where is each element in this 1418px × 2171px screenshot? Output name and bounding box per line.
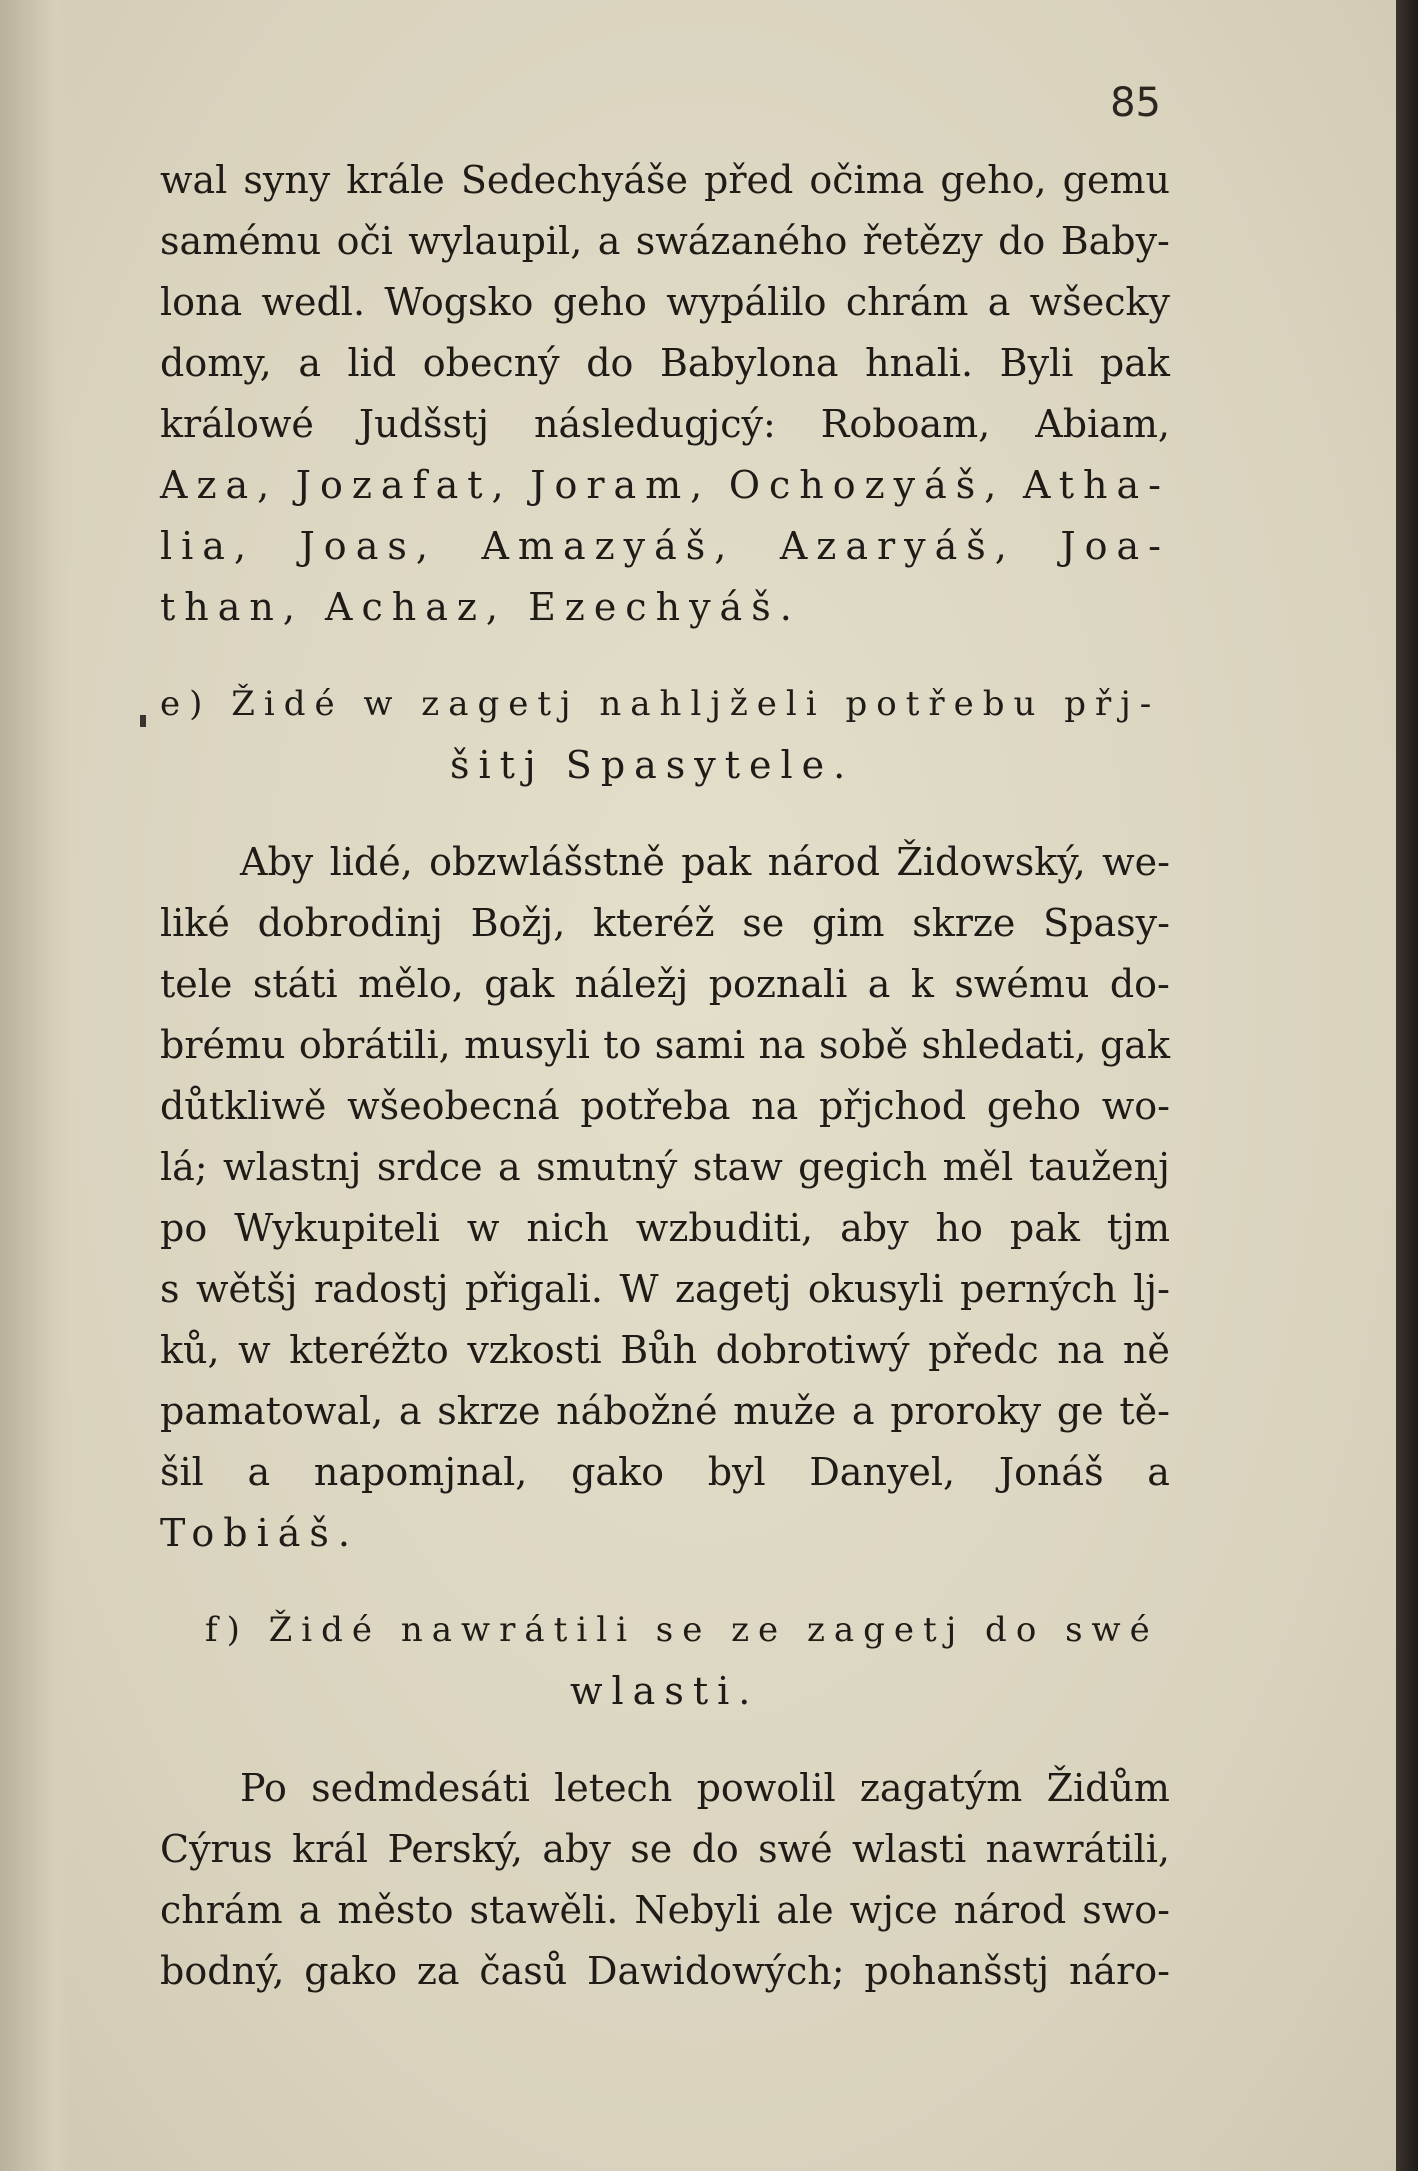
- text-line: důtkliwě wšeobecná potřeba na přjchod geho wo-: [160, 1084, 1170, 1128]
- text-line: wal syny krále Sedechyáše před očima geho, gemu: [160, 158, 1170, 202]
- section-label: e): [160, 684, 212, 724]
- text-line: lá; wlastnj srdce a smutný staw gegich měl tauženj: [160, 1145, 1170, 1189]
- text-line: pamatowal, a skrze nábožné muže a proroky ge tě-: [160, 1389, 1170, 1433]
- text-line: Aby lidé, obzwlášstně pak národ Židowský, we-: [240, 840, 1170, 884]
- heading-line: [160, 674, 1170, 735]
- text-line: Aza, Jozafat, Joram, Ochozyáš, Atha-: [160, 463, 1170, 507]
- text-line: ků, w kteréžto vzkosti Bůh dobrotiwý předc na ně: [160, 1328, 1170, 1372]
- paragraph: [160, 832, 1170, 1564]
- text-line: domy, a lid obecný do Babylona hnali. Byli pak: [160, 341, 1170, 385]
- heading-line: wlasti.: [570, 1669, 760, 1713]
- text-line: s wětšj radostj přigali. W zagetj okusyli perných lj-: [160, 1267, 1170, 1311]
- text-line: Po sedmdesáti letech powolil zagatým Židům: [240, 1766, 1170, 1810]
- text-line: chrám a město stawěli. Nebyli ale wjce národ swo-: [160, 1888, 1170, 1932]
- text-line: lia, Joas, Amazyáš, Azaryáš, Joa-: [160, 524, 1170, 568]
- text-line: than, Achaz, Ezechyáš.: [160, 585, 801, 629]
- book-edge: [1396, 0, 1418, 2171]
- heading-text: Židé nawrátili se ze zagetj do swé: [268, 1610, 1159, 1650]
- text-line: po Wykupiteli w nich wzbuditi, aby ho pak tjm: [160, 1206, 1170, 1250]
- text-line: tele státi mělo, gak náležj poznali a k swému do-: [160, 962, 1170, 1006]
- section-label: f): [205, 1610, 249, 1650]
- paragraph: [160, 150, 1170, 638]
- page-gutter: [0, 0, 70, 2171]
- text-line: Tobiáš.: [160, 1511, 359, 1555]
- text-line: králowé Judšstj následugjcý: Roboam, Abiam,: [160, 402, 1170, 446]
- page-number: 85: [1110, 80, 1161, 126]
- page-text: [160, 150, 1170, 2002]
- text-line: Cýrus král Perský, aby se do swé wlasti nawrátili,: [160, 1827, 1170, 1871]
- text-line: šil a napomjnal, gako byl Danyel, Jonáš a: [160, 1450, 1170, 1494]
- section-heading-f: [160, 1600, 1170, 1722]
- text-line: lona wedl. Wogsko geho wypálilo chrám a wšecky: [160, 280, 1170, 324]
- heading-line: [160, 1600, 1170, 1661]
- heading-text: Židé w zagetj nahljželi potřebu přj-: [231, 684, 1161, 724]
- text-line: bodný, gako za časů Dawidowých; pohanšstj náro-: [160, 1949, 1170, 1993]
- section-heading-e: [160, 674, 1170, 796]
- text-line: samému oči wylaupil, a swázaného řetězy do Baby-: [160, 219, 1170, 263]
- text-line: liké dobrodinj Božj, kteréž se gim skrze Spasy-: [160, 901, 1170, 945]
- paragraph: [160, 1758, 1170, 2002]
- heading-line: šitj Spasytele.: [450, 743, 855, 787]
- margin-mark: [140, 715, 146, 727]
- text-line: brému obrátili, musyli to sami na sobě shledati, gak: [160, 1023, 1170, 1067]
